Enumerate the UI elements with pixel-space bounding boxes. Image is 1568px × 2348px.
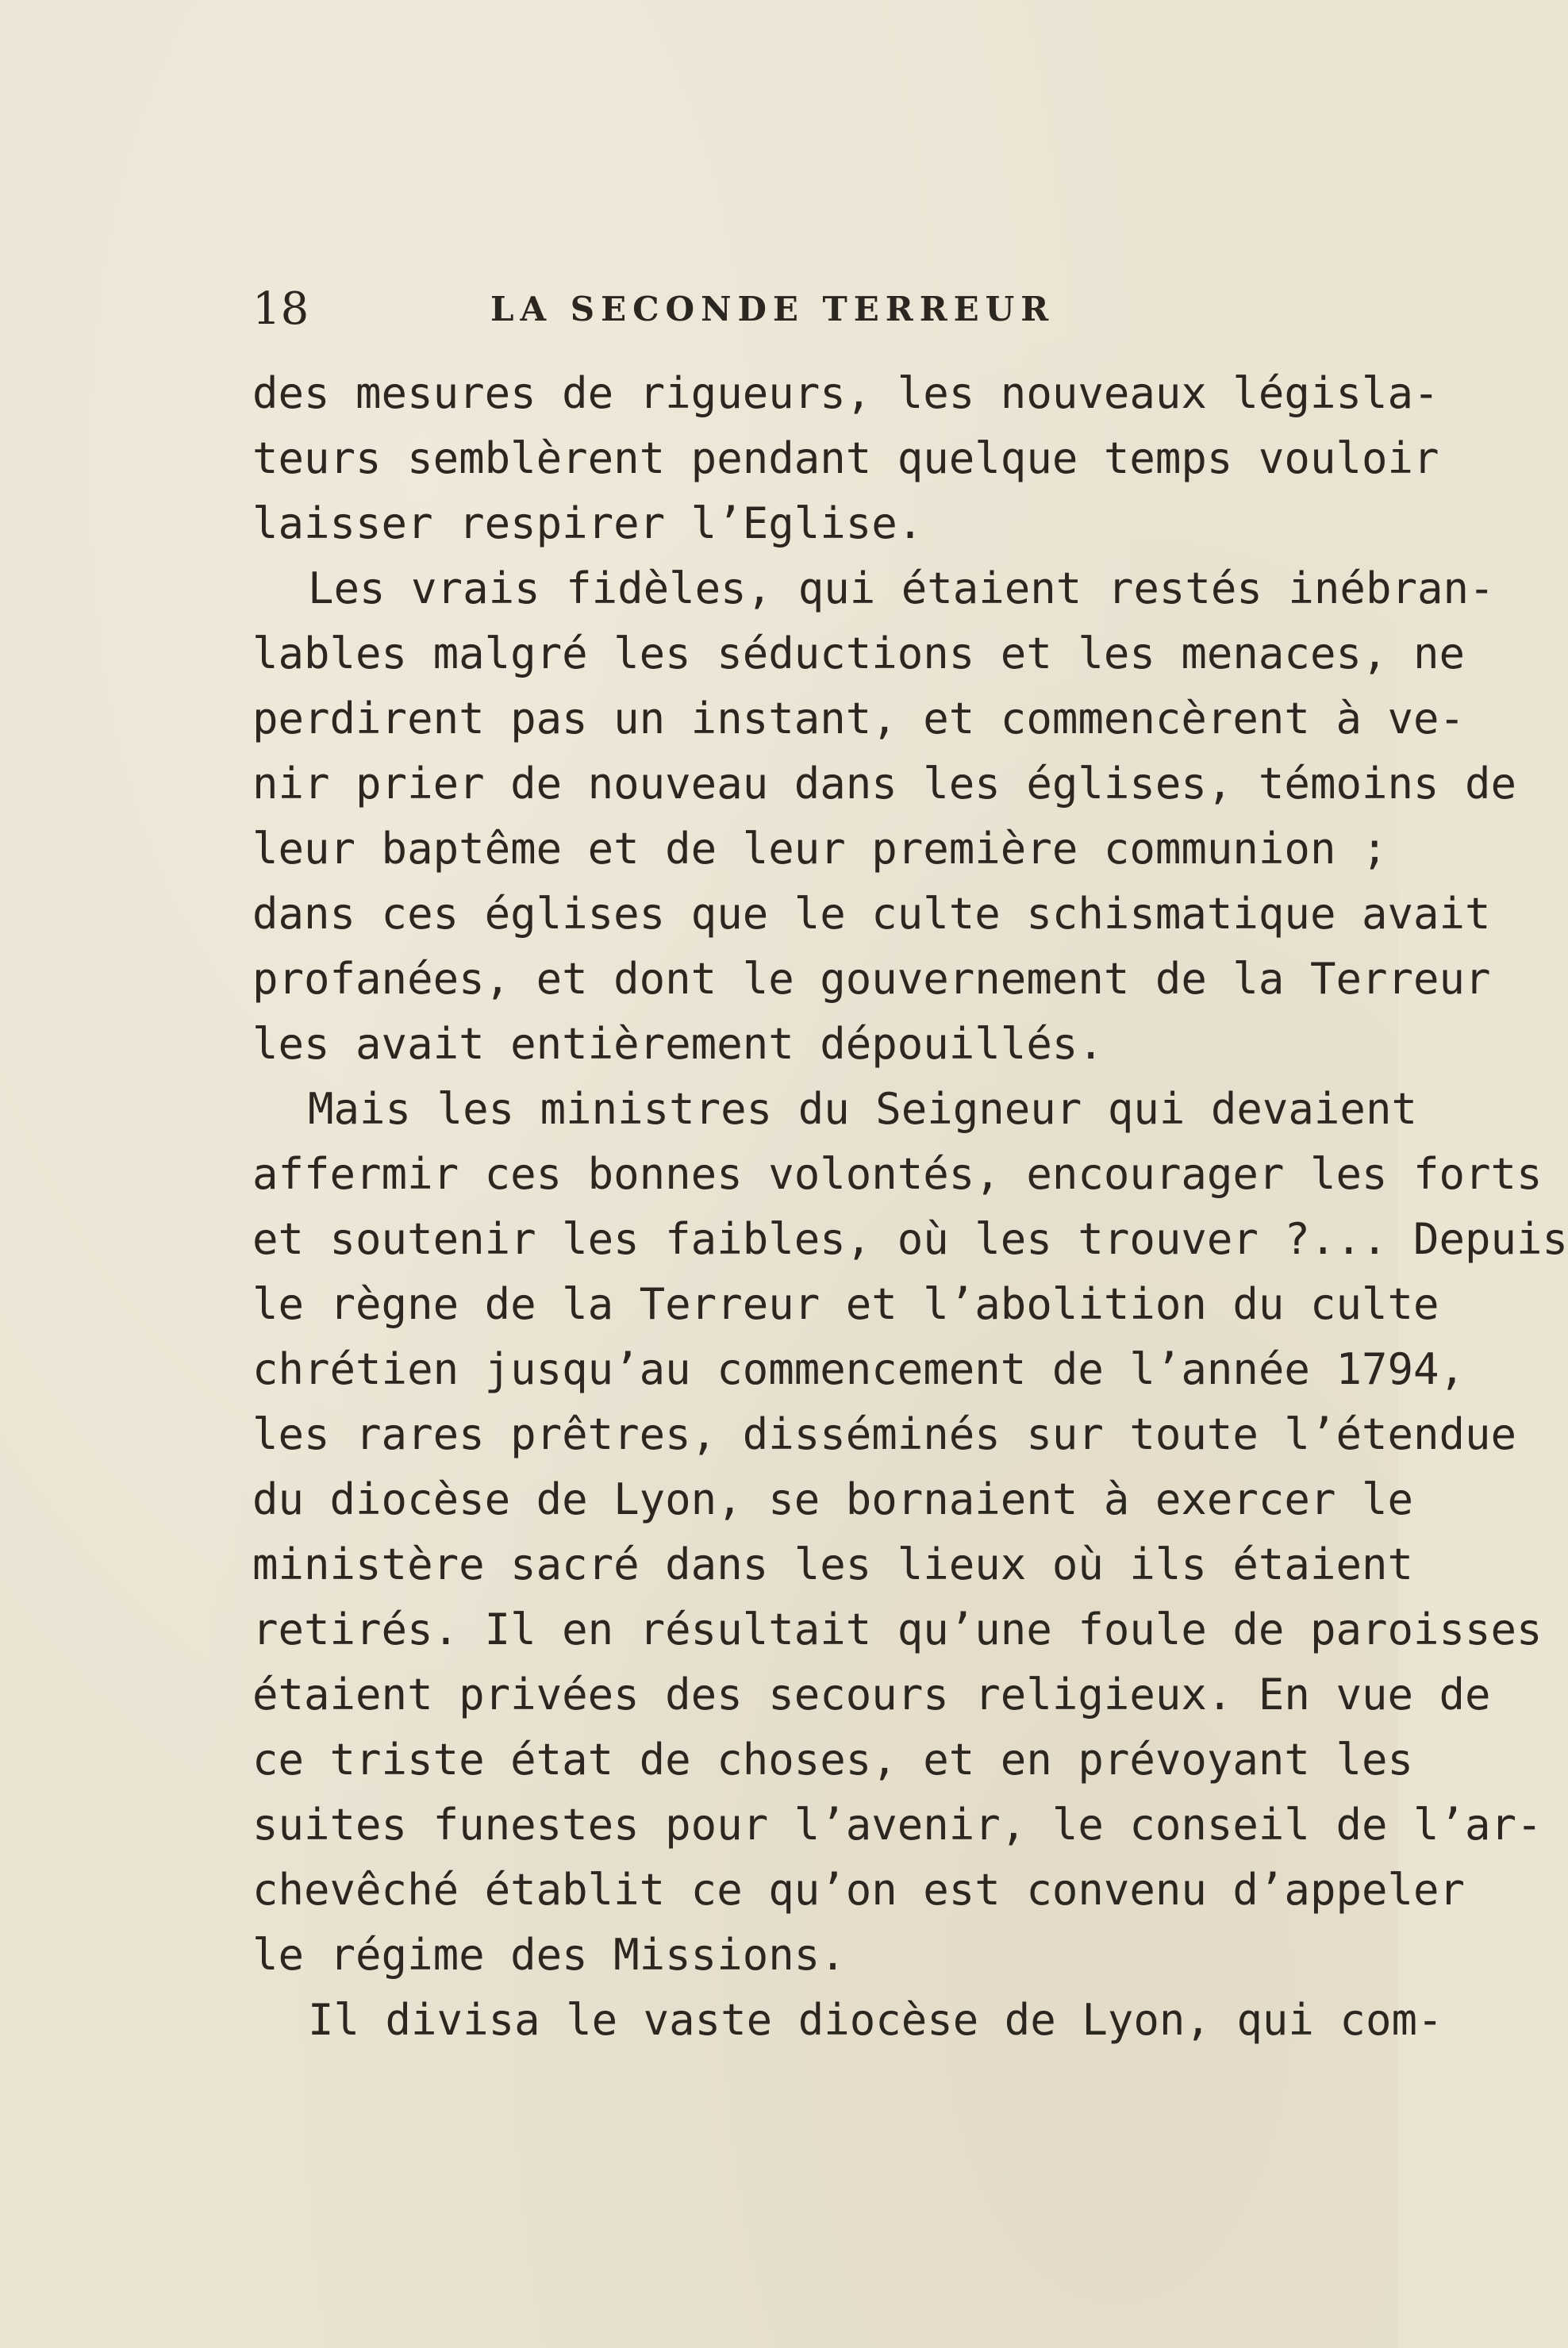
text-line: le règne de la Terreur et l’abolition du culte <box>252 1279 1439 1329</box>
text-line: retirés. Il en résultait qu’une foule de paroisses <box>252 1604 1543 1654</box>
paragraph-3 <box>252 1077 1568 1988</box>
text-line: étaient privées des secours religieux. En vue de <box>252 1670 1491 1720</box>
text-line: Les vrais fidèles, qui étaient restés inébran- <box>308 563 1495 613</box>
paragraph-4 <box>252 1988 1443 2053</box>
text-line: affermir ces bonnes volontés, encourager les forts <box>252 1149 1543 1199</box>
text-line: Mais les ministres du Seigneur qui devaient <box>308 1084 1417 1134</box>
text-line: du diocèse de Lyon, se bornaient à exercer le <box>252 1474 1413 1524</box>
running-title: LA SECONDE TERREUR <box>490 290 1055 329</box>
body-text <box>252 361 1568 2053</box>
text-line: nir prier de nouveau dans les églises, témoins de <box>252 759 1517 809</box>
text-line: les avait entièrement dépouillés. <box>252 1019 1104 1069</box>
text-line: des mesures de rigueurs, les nouveaux législa- <box>252 368 1439 418</box>
text-line: profanées, et dont le gouvernement de la Terreur <box>252 954 1491 1004</box>
running-head <box>252 278 1260 341</box>
text-line: perdirent pas un instant, et commencèrent à ve- <box>252 694 1466 744</box>
text-line: leur baptême et de leur première communion ; <box>252 824 1388 874</box>
text-line: ce triste état de choses, et en prévoyant les <box>252 1735 1413 1785</box>
text-line: lables malgré les séductions et les menaces, ne <box>252 628 1466 678</box>
page-number: 18 <box>252 283 309 335</box>
text-line: chevêché établit ce qu’on est convenu d’appeler <box>252 1865 1466 1915</box>
text-line: Il divisa le vaste diocèse de Lyon, qui com- <box>308 1995 1443 2045</box>
text-line: le régime des Missions. <box>252 1930 846 1980</box>
text-line: et soutenir les faibles, où les trouver ?... Depuis <box>252 1214 1568 1264</box>
text-line: ministère sacré dans les lieux où ils étaient <box>252 1539 1413 1589</box>
text-line: suites funestes pour l’avenir, le conseil de l’ar- <box>252 1800 1543 1850</box>
text-line: chrétien jusqu’au commencement de l’année 1794, <box>252 1344 1466 1394</box>
text-line: teurs semblèrent pendant quelque temps vouloir <box>252 433 1439 483</box>
paragraph-1 <box>252 361 1439 556</box>
paragraph-2 <box>252 556 1517 1077</box>
text-line: laisser respirer l’Eglise. <box>252 498 924 548</box>
text-line: les rares prêtres, disséminés sur toute l’étendue <box>252 1409 1517 1459</box>
text-line: dans ces églises que le culte schismatique avait <box>252 889 1491 939</box>
